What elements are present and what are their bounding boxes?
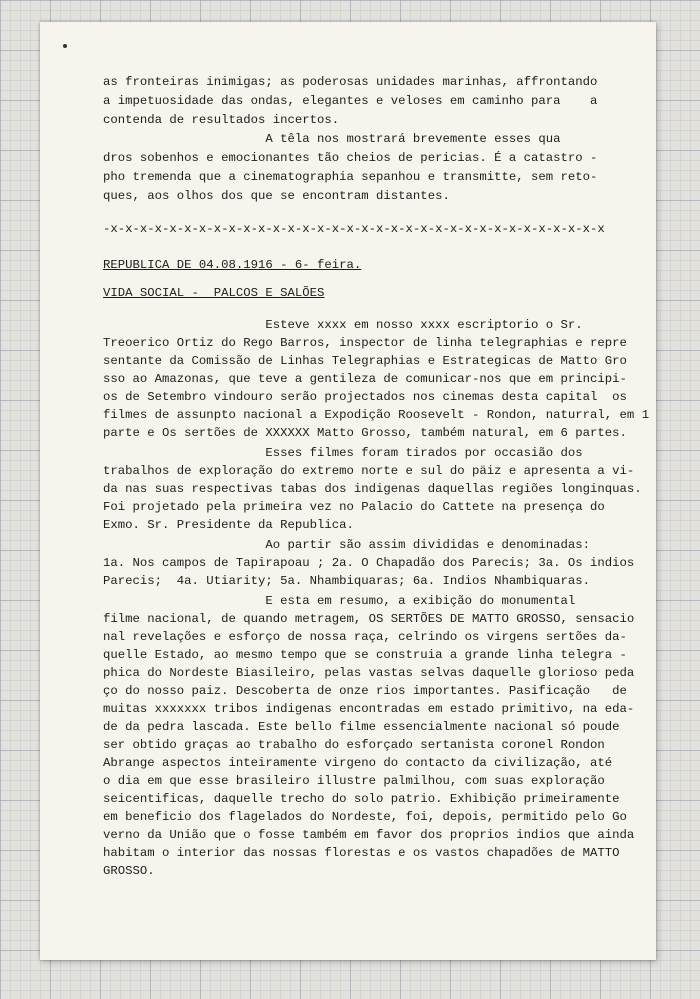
text-line: as fronteiras inimigas; as poderosas unidades marinhas, affrontando (103, 75, 598, 89)
text-line: Esses filmes foram tirados por occasião dos (103, 446, 583, 460)
page-text (103, 22, 650, 878)
text-line: Parecis; 4a. Utiarity; 5a. Nhambiquaras; 6a. Indios Nhambiquaras. (103, 574, 591, 588)
section-heading: VIDA SOCIAL - PALCOS E SALÕES (103, 286, 325, 300)
text-line: quelle Estado, ao mesmo tempo que se construia a grande linha telegra - (103, 648, 627, 662)
text-line: sentante da Comissão de Linhas Telegraphias e Estrategicas de Matto Gro (103, 354, 627, 368)
text-line: Abrange aspectos inteiramente virgeno do contacto da civilização, até (103, 756, 613, 770)
date-heading: REPUBLICA DE 04.08.1916 - 6- feira. (103, 258, 362, 272)
text-line: a impetuosidade das ondas, elegantes e veloses em caminho para a (103, 94, 598, 108)
text-line: E esta em resumo, a exibição do monumental (103, 594, 576, 608)
text-line: Ao partir são assim divididas e denominadas: (103, 538, 591, 552)
text-line: muitas xxxxxxx tribos indigenas encontradas em estado primitivo, na eda- (103, 702, 635, 716)
text-line: filmes de assunpto nacional a Expodição Roosevelt - Rondon, naturral, em 1 (103, 408, 650, 422)
text-line: dros sobenhos e emocionantes tão cheios de pericias. É a catastro - (103, 151, 598, 165)
text-line: Foi projetado pela primeira vez no Palacio do Cattete na presença do (103, 500, 605, 514)
text-line: contenda de resultados incertos. (103, 113, 340, 127)
text-line: parte e Os sertões de XXXXXX Matto Grosso, também natural, em 6 partes. (103, 426, 627, 440)
text-line: A têla nos mostrará brevemente esses qua (103, 132, 561, 146)
text-line: verno da União que o fosse também em favor dos proprios indios que ainda (103, 828, 635, 842)
text-line: Treoerico Ortiz do Rego Barros, inspector de linha telegraphias e repre (103, 336, 627, 350)
text-line: phica do Nordeste Biasileiro, pelas vastas selvas daquelle glorioso peda (103, 666, 635, 680)
text-line: trabalhos de exploração do extremo norte e sul do päiz e apresenta a vi- (103, 464, 635, 478)
text-line: filme nacional, de quando metragem, OS SERTÕES DE MATTO GROSSO, sensacio (103, 612, 635, 626)
text-line: sso ao Amazonas, que teve a gentileza de comunicar-nos que em principi- (103, 372, 627, 386)
text-line: da nas suas respectivas tabas dos indigenas daquellas regiões longinquas. (103, 482, 642, 496)
text-line: ques, aos olhos dos que se encontram distantes. (103, 189, 450, 203)
text-line: ço do nosso paiz. Descoberta de onze rios importantes. Pasificação de (103, 684, 627, 698)
text-line: em beneficio dos flagelados do Nordeste, foi, depois, permitido pelo Go (103, 810, 627, 824)
text-line: o dia em que esse brasileiro illustre palmilhou, com suas exploração (103, 774, 605, 788)
text-line: seicentificas, daquelle trecho do solo patrio. Exhibição primeiramente (103, 792, 620, 806)
text-line: os de Setembro vindouro serão projectados nos cinemas desta capital os (103, 390, 627, 404)
text-line: habitam o interior das nossas florestas e os vastos chapadões de MATTO (103, 846, 620, 860)
text-line: GROSSO. (103, 864, 155, 878)
text-line: Esteve xxxx em nosso xxxx escriptorio o Sr. (103, 318, 583, 332)
text-line: Exmo. Sr. Presidente da Republica. (103, 518, 354, 532)
punch-hole-mark (63, 44, 67, 48)
text-line: 1a. Nos campos de Tapirapoau ; 2a. O Chapadão dos Parecis; 3a. Os indios (103, 556, 635, 570)
typewritten-page (40, 22, 656, 960)
text-line: pho tremenda que a cinematographia sepanhou e transmitte, sem reto- (103, 170, 598, 184)
text-line: ser obtido graças ao trabalho do esforçado sertanista coronel Rondon (103, 738, 605, 752)
text-line: nal revelações e esforço de nossa raça, celrindo os virgens sertões da- (103, 630, 627, 644)
text-line: de da pedra lascada. Este bello filme essencialmente nacional só poude (103, 720, 620, 734)
separator-line: -x-x-x-x-x-x-x-x-x-x-x-x-x-x-x-x-x-x-x-x-x-x-x-x-x-x-x-x-x-x-x-x-x-x (103, 222, 605, 236)
